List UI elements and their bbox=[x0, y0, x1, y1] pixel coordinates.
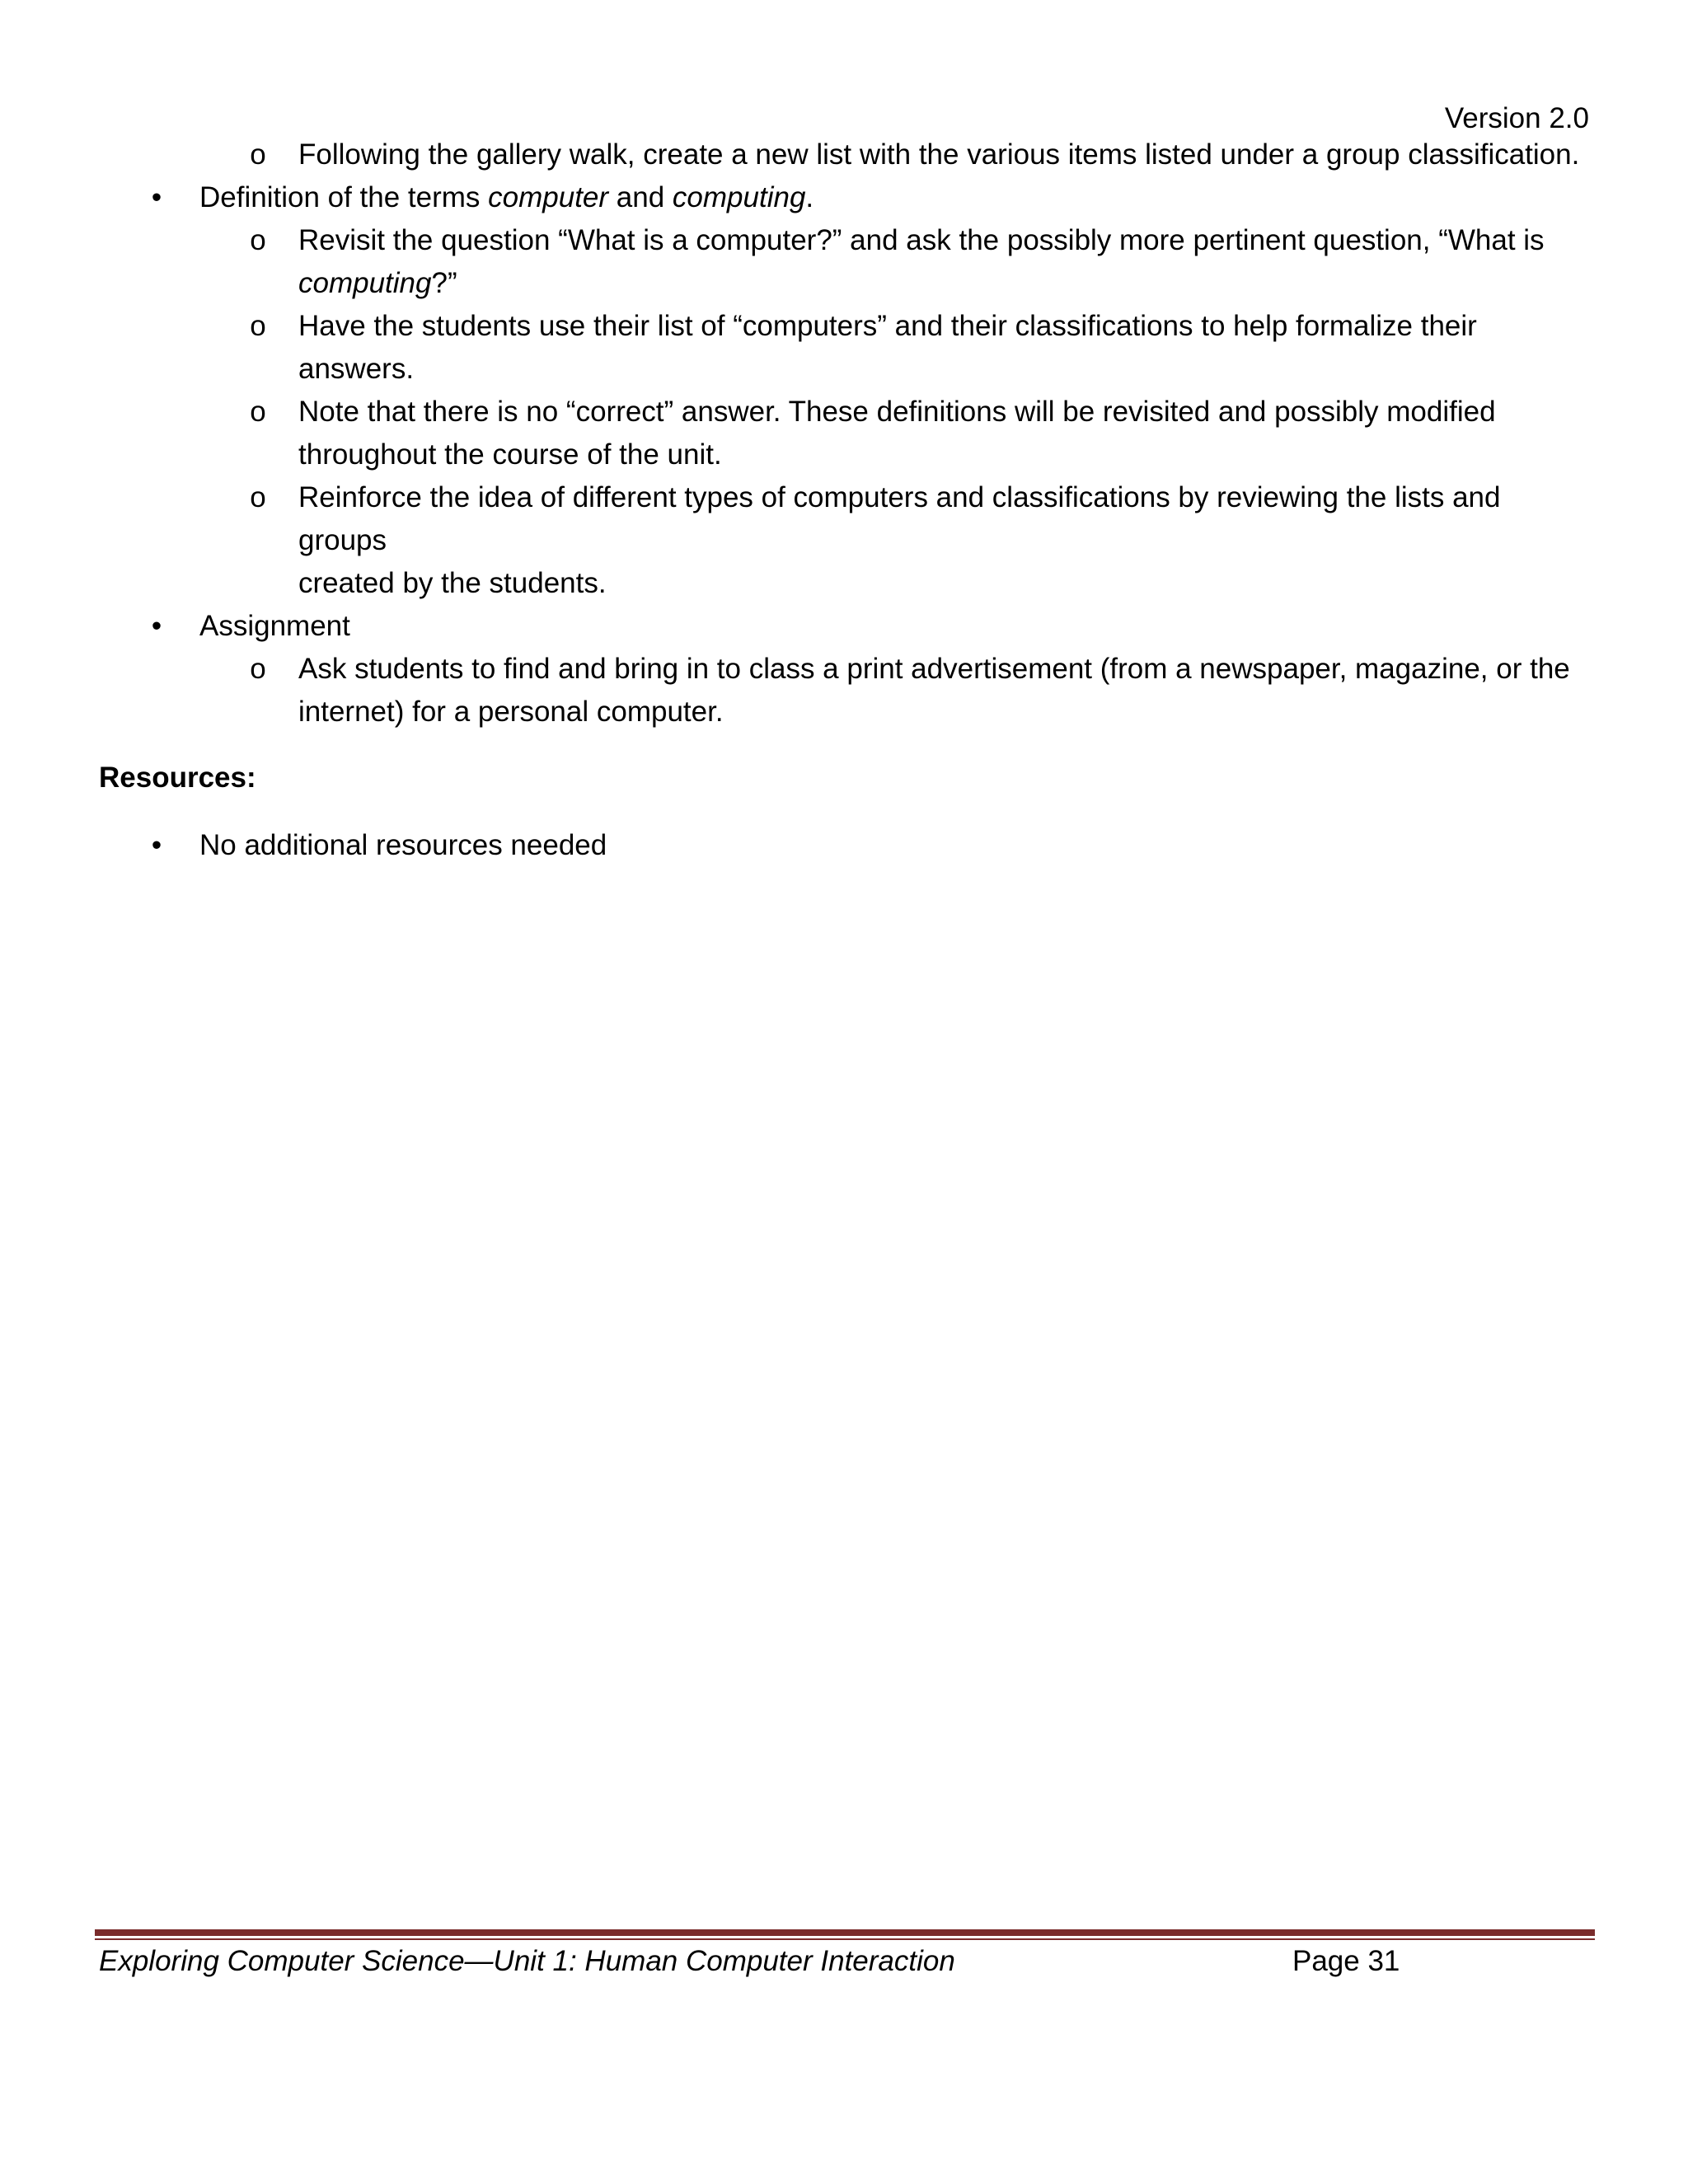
list-item-text: Reinforce the idea of different types of computers and classifications by reviewing the lists and groups bbox=[298, 481, 1501, 556]
assignment-label: Assignment bbox=[199, 610, 350, 642]
circle-bullet-icon: o bbox=[250, 396, 266, 428]
list-item-text: Have the students use their list of “computers” and their classifications to help formalize their answers. bbox=[298, 310, 1477, 385]
footer-title: Exploring Computer Science—Unit 1: Human Computer Interaction bbox=[99, 1945, 955, 1977]
list-item-text: Revisit the question “What is a computer?” and ask the possibly more pertinent question, “What is bbox=[298, 224, 1545, 256]
resource-text: No additional resources needed bbox=[199, 829, 607, 861]
page-content bbox=[99, 134, 1591, 867]
question-close: ?” bbox=[431, 267, 457, 299]
list-item-text-cont: throughout the course of the unit. bbox=[298, 438, 722, 471]
list-item-resource bbox=[99, 824, 1591, 867]
definition-prefix: Definition of the terms bbox=[199, 181, 489, 213]
list-item-definition bbox=[99, 176, 1591, 219]
footer-rule-thick bbox=[95, 1929, 1595, 1936]
page-number: Page 31 bbox=[1292, 1945, 1400, 1977]
list-item-gallery-walk bbox=[99, 134, 1591, 176]
resources-heading: Resources: bbox=[99, 762, 256, 794]
version-label: Version 2.0 bbox=[1444, 102, 1589, 134]
list-item-text: Note that there is no “correct” answer. These definitions will be revisited and possibly modified bbox=[298, 396, 1496, 428]
circle-bullet-icon: o bbox=[250, 138, 266, 171]
definition-middle: and bbox=[608, 181, 673, 213]
footer-rule-thin bbox=[95, 1938, 1595, 1940]
list-item-assignment bbox=[99, 605, 1591, 648]
bullet-icon: • bbox=[151, 181, 162, 213]
list-item-revisit-question bbox=[99, 219, 1591, 305]
circle-bullet-icon: o bbox=[250, 224, 266, 256]
term-computing-question: computing bbox=[298, 267, 432, 299]
bullet-icon: • bbox=[151, 829, 162, 861]
circle-bullet-icon: o bbox=[250, 653, 266, 685]
definition-suffix: . bbox=[805, 181, 814, 213]
term-computer: computer bbox=[488, 181, 609, 213]
footer-divider bbox=[95, 1929, 1595, 1940]
list-item-text-cont: internet) for a personal computer. bbox=[298, 696, 724, 728]
list-item-formalize-answers bbox=[99, 305, 1591, 391]
list-item-text: Ask students to find and bring in to class a print advertisement (from a newspaper, magazine, or the bbox=[298, 653, 1570, 685]
list-item-advertisement bbox=[99, 648, 1591, 733]
circle-bullet-icon: o bbox=[250, 481, 266, 513]
bullet-icon: • bbox=[151, 610, 162, 642]
list-item-text: Following the gallery walk, create a new list with the various items listed under a group classification. bbox=[298, 138, 1580, 171]
circle-bullet-icon: o bbox=[250, 310, 266, 342]
list-item-reinforce-idea bbox=[99, 476, 1591, 605]
spacer bbox=[99, 799, 1591, 824]
term-computing: computing bbox=[672, 181, 806, 213]
list-item-text-cont: created by the students. bbox=[298, 567, 607, 599]
list-item-no-correct-answer bbox=[99, 391, 1591, 476]
